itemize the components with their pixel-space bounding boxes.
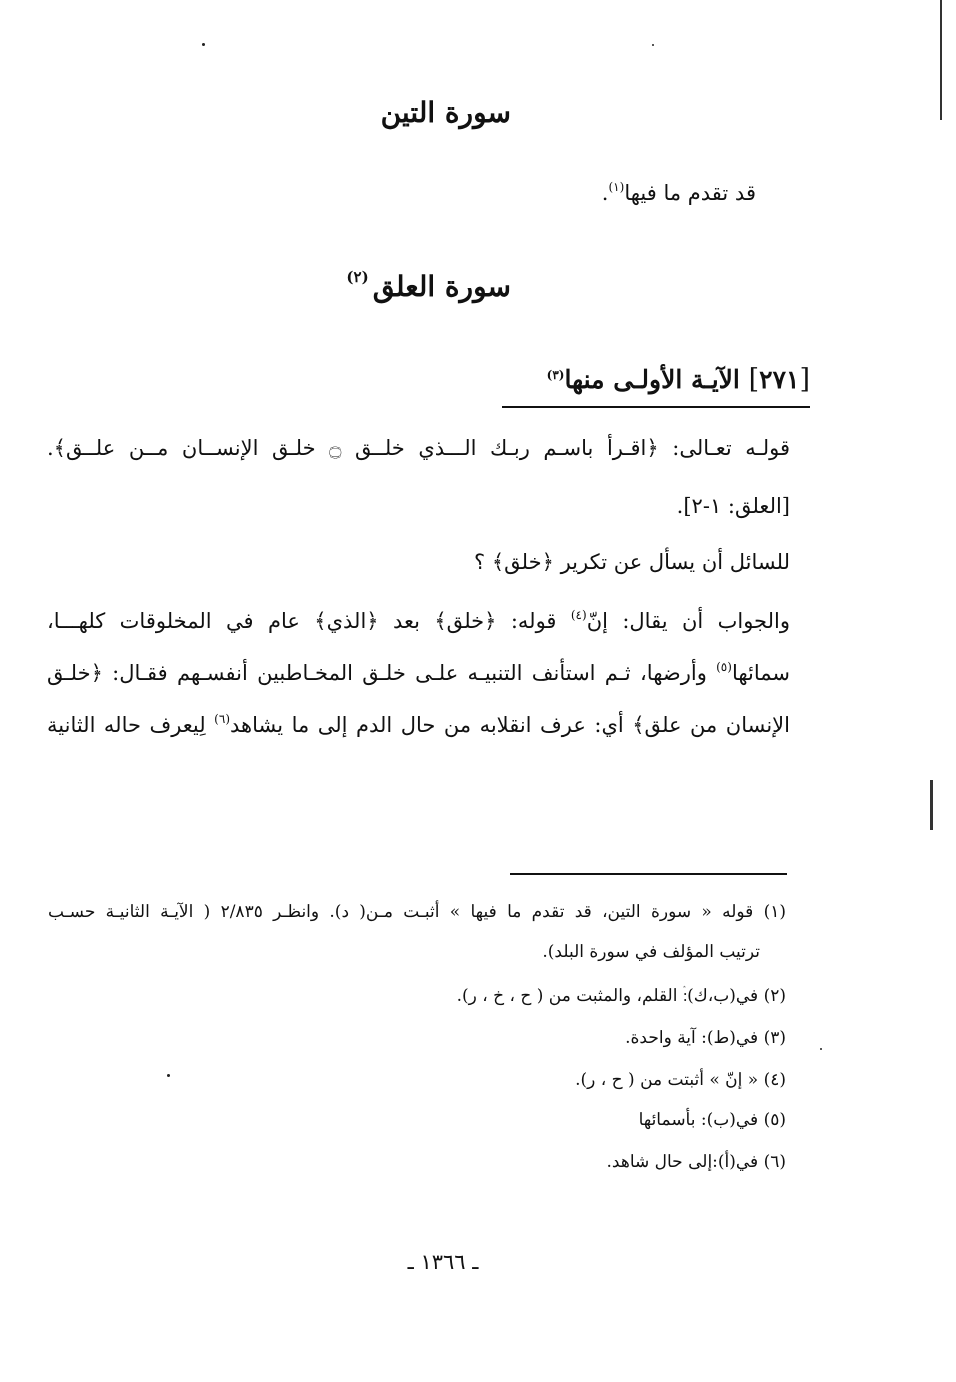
footnote-3: (٣) في(ط): آية واحدة. — [625, 1028, 786, 1048]
footnote-ref-3: (٣) — [546, 368, 565, 382]
scan-edge-mark — [940, 0, 942, 120]
footnote-ref-2: (٢) — [346, 268, 369, 286]
heading-underline — [502, 406, 810, 408]
heading-close-bracket: ] — [748, 364, 760, 395]
footnote-ref-5: (٥) — [716, 660, 732, 674]
body-line-4-part-a: والجواب أن يقال: إنّ — [586, 609, 790, 633]
scan-edge-mark — [930, 780, 933, 830]
footnote-4: (٤) « إنّ » أثبتت من ( ح ، ر). — [575, 1070, 786, 1090]
surah-tin-end: . — [601, 181, 609, 205]
body-line-4-part-b: قوله: ﴿خلق﴾ بعد ﴿الذي﴾ عام في المخلوقات كلهـــا، — [47, 609, 571, 633]
scan-speck — [820, 1048, 822, 1050]
body-line-6-part-b: لِيعرف حاله الثانية — [47, 713, 215, 737]
footnote-2: (٢) في(ب،ك):ۛ القلم، والمثبت من ( ح ، خ ، ر). — [456, 986, 786, 1006]
footnote-separator — [510, 873, 787, 875]
footnote-1-line-1: (١) قوله « سورة التين، قد تقدم ما فيها » أثبـت مـن( د). وانظـر ٢/٨٣٥ ( الآيـة الثانيـة حسـب — [48, 902, 786, 922]
footnote-ref-4: (٤) — [570, 608, 587, 622]
body-line-5-part-a: سمائها — [731, 661, 790, 685]
page-number: ـ ١٣٦٦ ـ — [407, 1250, 479, 1274]
body-line-6-part-a: الإنسان من علق﴾ أي: عرف انقلابه من حال الدم إلى ما يشاهد — [230, 713, 790, 737]
surah-tin-note — [602, 180, 756, 205]
footnote-ref-6: (٦) — [214, 712, 230, 726]
body-line-1: قولـه تعـالى: ﴿اقـرأ باسـم ربـك الـــذي خلــق ۝ خلـق الإنســان مــن علــق﴾. — [47, 436, 790, 460]
body-line-5-part-b: وأرضها، ثـم استأنف التنبيـه علـى خلـق المخـاطبين أنفسـهم فقـال: ﴿خلـق — [47, 661, 717, 685]
surah-tin-title: سورة التين — [380, 96, 511, 129]
body-line-6 — [47, 712, 790, 737]
scan-speck — [652, 44, 654, 46]
ayah-number: ٢٧١ — [759, 365, 800, 394]
footnote-6: (٦) في(أ):إلى حال شاهد. — [606, 1152, 786, 1172]
heading-open-bracket: [ — [799, 364, 810, 395]
footnote-ref-1: (١) — [608, 180, 625, 194]
body-line-2: [العلق: ١-٢]. — [676, 494, 790, 518]
footnote-5: (٥) في(ب): بأسمائها — [638, 1110, 786, 1130]
footnote-1-line-2: ترتيب المؤلف في سورة البلد). — [542, 942, 760, 962]
body-line-4 — [47, 608, 790, 633]
body-line-3: للسائل أن يسأل عن تكرير ﴿خلق﴾ ؟ — [474, 550, 790, 574]
body-line-5 — [47, 660, 790, 685]
ayah-heading — [547, 364, 810, 395]
surah-alaq-title — [346, 268, 511, 303]
scan-speck — [202, 43, 205, 46]
ayah-heading-label: الآيـة الأولـى منها — [564, 365, 740, 394]
surah-alaq-title-text: سورة العلق — [372, 270, 511, 303]
scan-speck — [167, 1074, 170, 1077]
surah-tin-text: قد تقدم ما فيها — [624, 181, 756, 205]
